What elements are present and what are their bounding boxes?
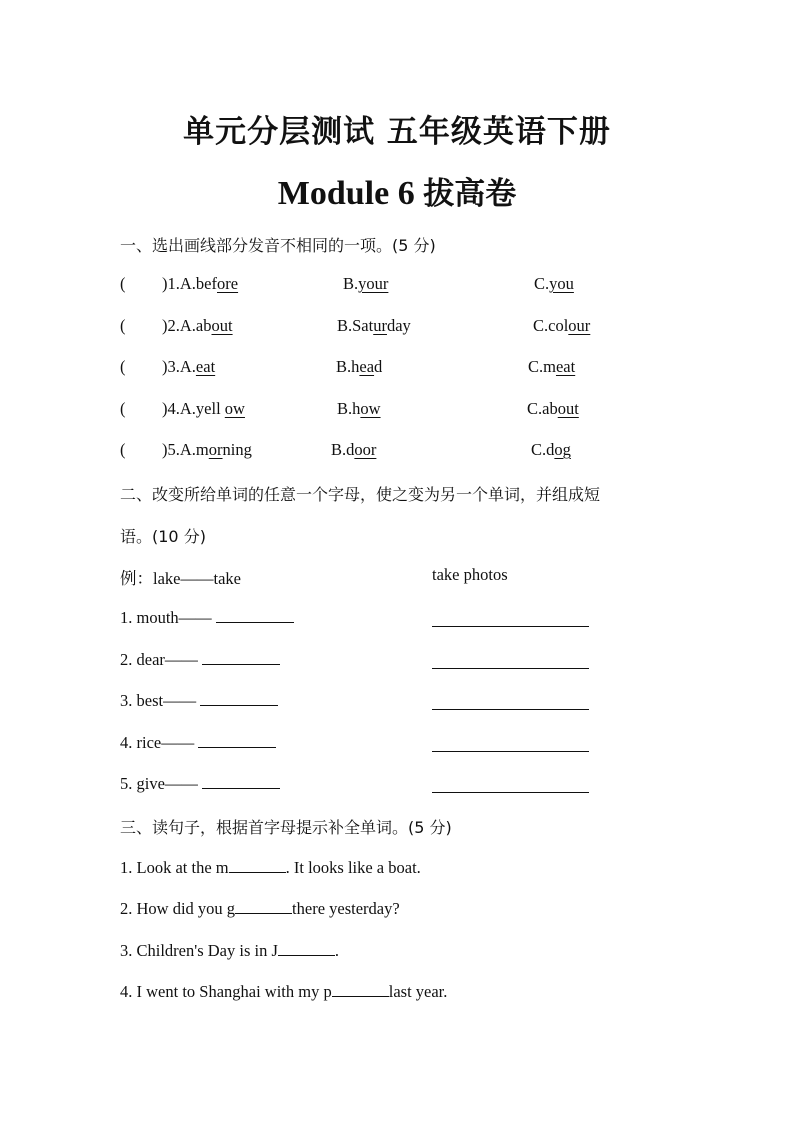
letter-answer-blank[interactable] bbox=[278, 940, 335, 956]
question-3-option-c bbox=[528, 357, 575, 377]
fill-sentence-1 bbox=[120, 857, 421, 878]
option-c-underlined: og bbox=[554, 440, 571, 459]
option-b bbox=[337, 316, 411, 335]
option-c-text: C.m bbox=[528, 357, 556, 376]
letter-answer-blank[interactable] bbox=[235, 898, 292, 914]
option-a-text: ning bbox=[222, 440, 252, 459]
module-label: Module 6 bbox=[277, 175, 424, 212]
option-c bbox=[533, 316, 590, 335]
word-change-row bbox=[120, 690, 278, 711]
option-a-text: bef bbox=[195, 274, 217, 293]
option-c-underlined: eat bbox=[555, 357, 576, 376]
option-a-underlined: or bbox=[208, 440, 223, 459]
option-c-underlined: our bbox=[568, 316, 591, 335]
question-1-option-b bbox=[343, 274, 388, 294]
answer-paren[interactable]: ( bbox=[120, 274, 126, 293]
option-c bbox=[531, 440, 571, 459]
option-a bbox=[196, 440, 252, 459]
answer-paren[interactable]: ( bbox=[120, 357, 126, 376]
option-c-text: C.ab bbox=[527, 399, 558, 418]
question-3-option-b bbox=[336, 357, 382, 377]
word-answer-blank[interactable] bbox=[198, 732, 276, 748]
option-b-underlined: ur bbox=[373, 316, 387, 335]
fill-sentence-3 bbox=[120, 940, 339, 961]
example-left: 例：lake——take bbox=[120, 569, 241, 588]
question-5-option-c bbox=[531, 440, 571, 460]
question-3-option-a bbox=[162, 357, 215, 377]
question-number: )4.A. bbox=[162, 399, 196, 418]
option-b-text: B.h bbox=[337, 399, 361, 418]
option-a-underlined: ore bbox=[217, 274, 239, 293]
option-c-text: C.col bbox=[533, 316, 569, 335]
option-c-underlined: out bbox=[557, 399, 579, 418]
section2-heading-line2: 语。(10 分) bbox=[120, 527, 206, 546]
word-change-row bbox=[120, 649, 280, 670]
phrase-answer-line[interactable] bbox=[432, 626, 589, 627]
option-b bbox=[337, 399, 381, 418]
option-a bbox=[196, 357, 215, 376]
sentence-after: . It looks like a boat. bbox=[285, 858, 421, 877]
option-a-text: yell bbox=[195, 399, 225, 418]
option-a-underlined: eat bbox=[195, 357, 216, 376]
difficulty-label: 拔高卷 bbox=[423, 176, 517, 212]
question-4-option-b bbox=[337, 399, 381, 419]
word-label: 5. give—— bbox=[120, 774, 198, 793]
option-a-text: m bbox=[195, 440, 209, 459]
word-change-row bbox=[120, 732, 276, 753]
answer-paren[interactable]: ( bbox=[120, 399, 126, 418]
question-5-option-a bbox=[162, 440, 252, 460]
question-4-option-c bbox=[527, 399, 579, 419]
sentence-before: 2. How did you g bbox=[120, 899, 236, 918]
sentence-after: . bbox=[334, 941, 340, 960]
word-label: 3. best—— bbox=[120, 691, 197, 710]
page-title: 单元分层测试 五年级英语下册 bbox=[183, 114, 611, 150]
word-answer-blank[interactable] bbox=[216, 607, 294, 623]
sentence-before: 4. I went to Shanghai with my p bbox=[120, 982, 332, 1001]
word-answer-blank[interactable] bbox=[200, 690, 278, 706]
option-b-text: d bbox=[374, 357, 383, 376]
option-b bbox=[331, 440, 376, 459]
word-change-row bbox=[120, 607, 294, 628]
question-4-option-a bbox=[162, 399, 245, 419]
letter-answer-blank[interactable] bbox=[229, 857, 286, 873]
phrase-answer-line[interactable] bbox=[432, 709, 589, 710]
question-2-option-a bbox=[162, 316, 233, 336]
option-c bbox=[528, 357, 575, 376]
question-5-option-b bbox=[331, 440, 376, 460]
section1-heading: 一、选出画线部分发音不相同的一项。(5 分) bbox=[120, 236, 436, 255]
question-1-option-c bbox=[534, 274, 574, 294]
option-b-underlined: oor bbox=[354, 440, 377, 459]
option-a bbox=[196, 316, 233, 335]
answer-paren[interactable]: ( bbox=[120, 316, 126, 335]
word-answer-blank[interactable] bbox=[202, 773, 280, 789]
question-number: )3.A. bbox=[162, 357, 196, 376]
option-b-text: B.h bbox=[336, 357, 360, 376]
answer-paren[interactable]: ( bbox=[120, 440, 126, 459]
question-number: )5.A. bbox=[162, 440, 196, 459]
question-2-option-b bbox=[337, 316, 411, 336]
option-b-text: B. bbox=[343, 274, 359, 293]
question-1-option-a bbox=[162, 274, 238, 294]
option-c bbox=[534, 274, 574, 293]
option-c-underlined: you bbox=[549, 274, 574, 293]
question-number: )1.A. bbox=[162, 274, 196, 293]
question-number: )2.A. bbox=[162, 316, 196, 335]
option-c bbox=[527, 399, 579, 418]
option-b-underlined: your bbox=[358, 274, 389, 293]
sentence-after: last year. bbox=[388, 982, 448, 1001]
option-b-text: B.d bbox=[331, 440, 355, 459]
option-b-text: B.Sat bbox=[337, 316, 374, 335]
option-a bbox=[196, 274, 238, 293]
section2-heading-line1: 二、改变所给单词的任意一个字母，使之变为另一个单词，并组成短 bbox=[120, 485, 601, 504]
example-right: take photos bbox=[432, 565, 508, 584]
option-b bbox=[343, 274, 388, 293]
fill-sentence-2 bbox=[120, 898, 400, 919]
page-subtitle bbox=[0, 168, 794, 213]
phrase-answer-line[interactable] bbox=[432, 792, 589, 793]
option-c-text: C.d bbox=[531, 440, 555, 459]
option-b-underlined: ow bbox=[360, 399, 381, 418]
option-b bbox=[336, 357, 382, 376]
word-label: 4. rice—— bbox=[120, 733, 195, 752]
question-2-option-c bbox=[533, 316, 590, 336]
option-c-text: C. bbox=[534, 274, 550, 293]
phrase-answer-line[interactable] bbox=[432, 668, 589, 669]
option-a-text: ab bbox=[195, 316, 212, 335]
option-b-underlined: ea bbox=[359, 357, 375, 376]
section3-heading: 三、读句子，根据首字母提示补全单词。(5 分) bbox=[120, 818, 452, 837]
option-a bbox=[196, 399, 245, 418]
sentence-after: there yesterday? bbox=[292, 899, 400, 918]
word-label: 1. mouth—— bbox=[120, 608, 212, 627]
word-change-row bbox=[120, 773, 280, 794]
sentence-before: 1. Look at the m bbox=[120, 858, 229, 877]
option-a-underlined: out bbox=[211, 316, 233, 335]
sentence-before: 3. Children's Day is in J bbox=[120, 941, 278, 960]
phrase-answer-line[interactable] bbox=[432, 751, 589, 752]
fill-sentence-4 bbox=[120, 981, 447, 1002]
word-answer-blank[interactable] bbox=[202, 649, 280, 665]
letter-answer-blank[interactable] bbox=[332, 981, 389, 997]
word-label: 2. dear—— bbox=[120, 650, 198, 669]
option-b-text: day bbox=[386, 316, 411, 335]
option-a-underlined: ow bbox=[224, 399, 245, 418]
